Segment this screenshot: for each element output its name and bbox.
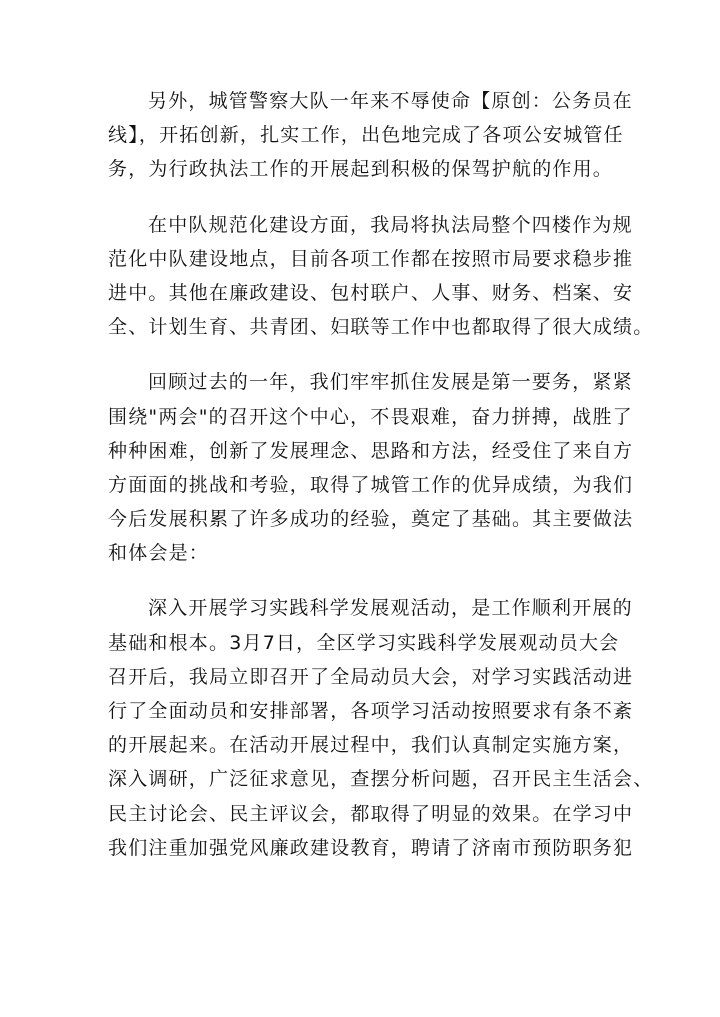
paragraph-1 bbox=[108, 84, 633, 187]
paragraph-line: 进中。其他在廉政建设、包村联户、人事、财务、档案、安 bbox=[108, 281, 634, 304]
paragraph-line: 深入调研，广泛征求意见，查摆分析问题，召开民主生活会、 bbox=[108, 768, 654, 791]
paragraph-line: 今后发展积累了许多成功的经验，奠定了基础。其主要做法 bbox=[108, 508, 634, 531]
paragraph-line: 民主讨论会、民主评议会，都取得了明显的效果。在学习中 bbox=[108, 802, 634, 825]
paragraph-line: 围绕"两会"的召开这个中心，不畏艰难，奋力拼搏，战胜了 bbox=[108, 405, 633, 428]
paragraph-line: 召开后，我局立即召开了全局动员大会，对学习实践活动进 bbox=[108, 665, 634, 688]
paragraph-line: 另外，城管警察大队一年来不辱使命【原创：公务员在 bbox=[148, 90, 633, 112]
paragraph-3 bbox=[108, 365, 634, 570]
paragraph-line: 范化中队建设地点，目前各项工作都在按照市局要求稳步推 bbox=[108, 247, 634, 270]
paragraph-line: 全、计划生育、共青团、妇联等工作中也都取得了很大成绩。 bbox=[108, 316, 654, 339]
paragraph-line: 务，为行政执法工作的开展起到积极的保驾护航的作用。 bbox=[108, 158, 614, 181]
paragraph-line: 我们注重加强党风廉政建设教育，聘请了济南市预防职务犯 bbox=[108, 836, 634, 859]
paragraph-line: 线】，开拓创新，扎实工作，出色地完成了各项公安城管任 bbox=[108, 124, 624, 147]
paragraph-line: 种种困难，创新了发展理念、思路和方法，经受住了来自方 bbox=[108, 439, 634, 462]
paragraph-2 bbox=[108, 208, 654, 345]
paragraph-line: 回顾过去的一年，我们牢牢抓住发展是第一要务，紧紧 bbox=[148, 371, 633, 394]
paragraph-line: 方面面的挑战和考验，取得了城管工作的优异成绩，为我们 bbox=[108, 473, 634, 496]
paragraph-4 bbox=[108, 591, 654, 865]
paragraph-line: 和体会是： bbox=[108, 542, 210, 565]
paragraph-line: 的开展起来。在活动开展过程中，我们认真制定实施方案， bbox=[108, 734, 634, 757]
document-page bbox=[108, 84, 654, 865]
paragraph-line: 行了全面动员和安排部署，各项学习活动按照要求有条不紊 bbox=[108, 700, 634, 722]
paragraph-line: 深入开展学习实践科学发展观活动，是工作顺利开展的 bbox=[148, 597, 633, 620]
paragraph-line: 在中队规范化建设方面，我局将执法局整个四楼作为规 bbox=[148, 213, 633, 236]
paragraph-line: 基础和根本。3月7日，全区学习实践科学发展观动员大会 bbox=[108, 631, 620, 654]
